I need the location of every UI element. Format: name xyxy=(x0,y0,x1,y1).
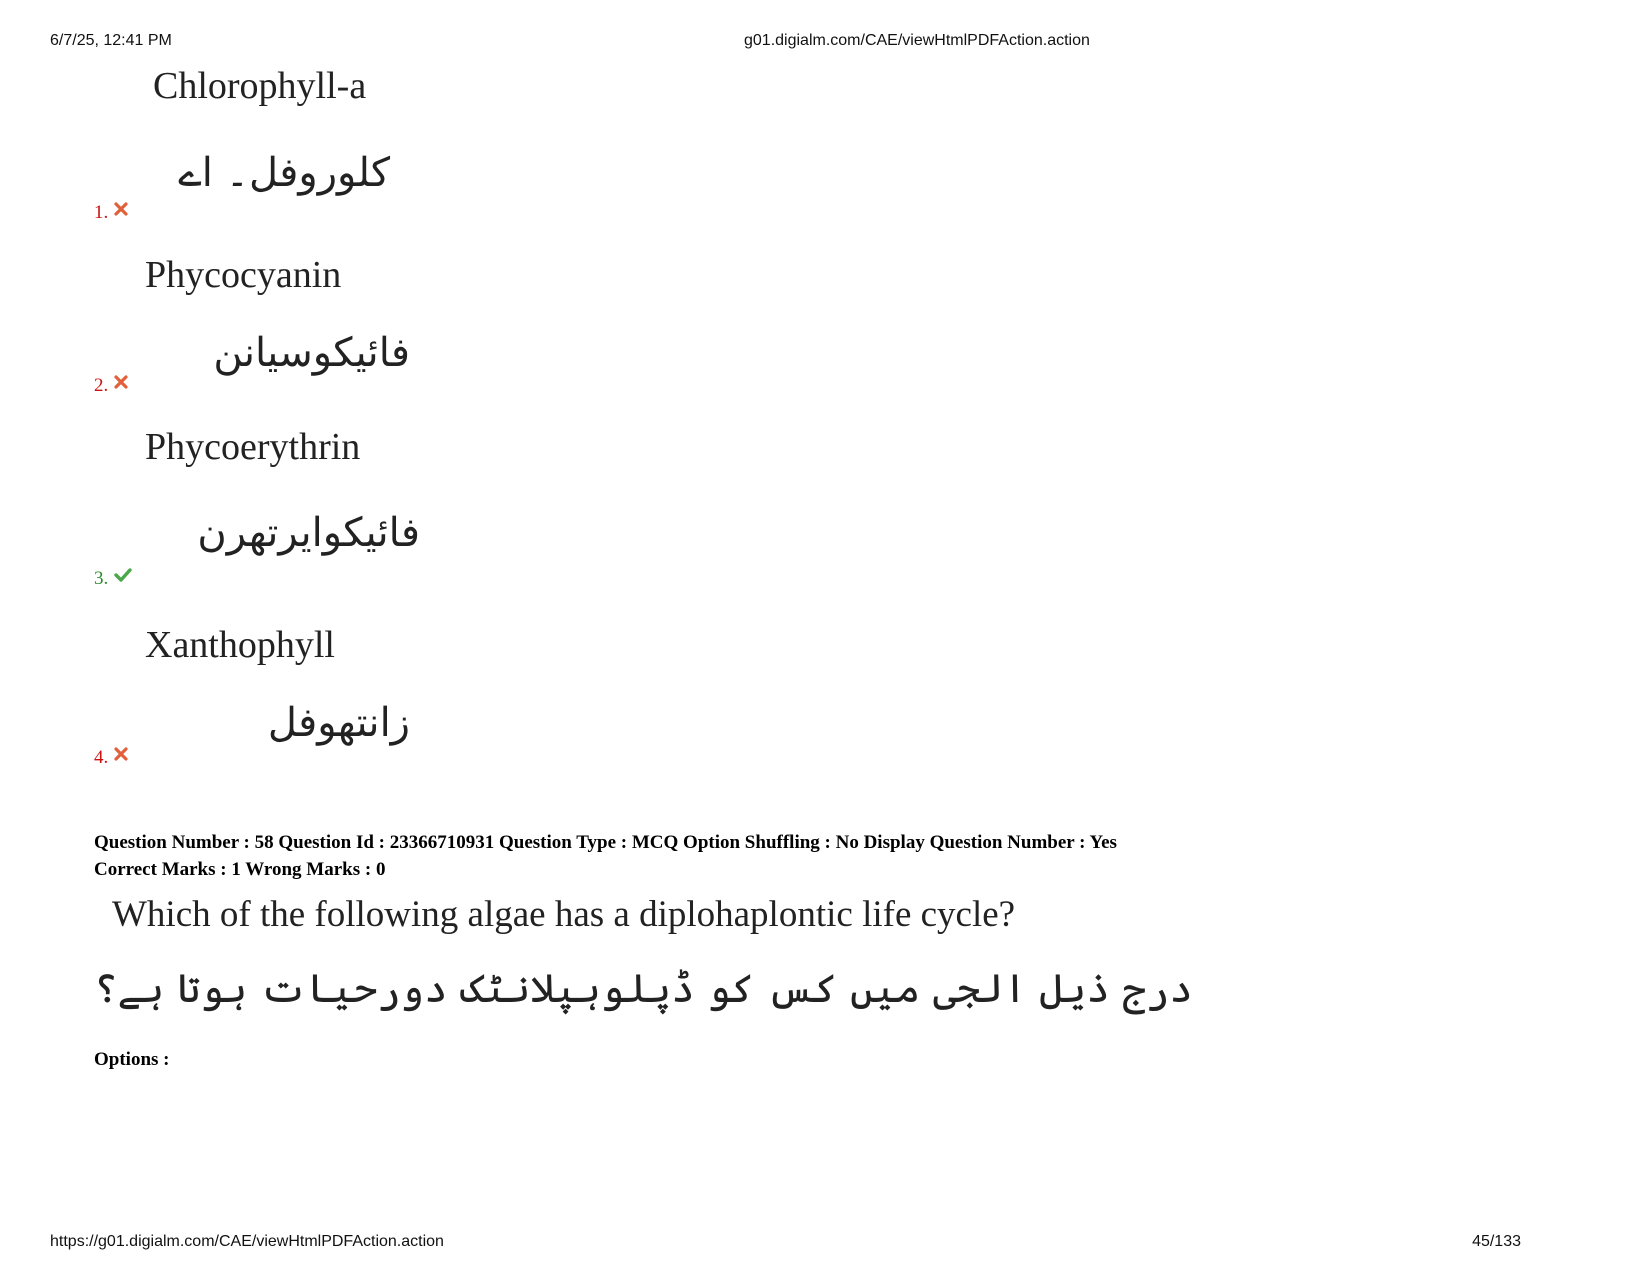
question-meta: Question Number : 58 Question Id : 23366710931 Question Type : MCQ Option Shuffling : No Display Question Number : Yes xyxy=(94,832,1117,853)
option-1-urdu: کلوروفل۔ اے xyxy=(178,150,390,196)
option-4-urdu: زانتھوفل xyxy=(267,700,410,746)
option-4-number-row xyxy=(94,745,128,769)
option-2-urdu: فائیکوسیانن xyxy=(213,330,410,376)
option-2-number-row xyxy=(94,373,128,397)
question-text-english: Which of the following algae has a diplohaplontic life cycle? xyxy=(112,894,1016,935)
cross-icon xyxy=(114,745,128,767)
cross-icon xyxy=(114,200,128,222)
option-3-number-row xyxy=(94,566,132,590)
option-3-number: 3. xyxy=(94,568,109,589)
options-label: Options : xyxy=(94,1049,170,1070)
print-footer-url: https://g01.digialm.com/CAE/viewHtmlPDFAction.action xyxy=(50,1233,444,1250)
option-4-number: 4. xyxy=(94,747,109,768)
option-2-english: Phycocyanin xyxy=(145,254,342,296)
print-datetime: 6/7/25, 12:41 PM xyxy=(50,32,172,49)
option-1-english: Chlorophyll-a xyxy=(153,65,367,107)
option-3-english: Phycoerythrin xyxy=(145,426,361,468)
option-3-urdu: فائیکوایرتھرن xyxy=(197,510,420,556)
option-1-number-row xyxy=(94,200,128,224)
check-icon xyxy=(114,566,132,588)
cross-icon xyxy=(114,373,128,395)
question-text-urdu: درج ذیل الجی میں کس کو ڈپلوہپلانٹک دورحیات ہوتا ہے؟ xyxy=(94,966,1193,1012)
option-2-number: 2. xyxy=(94,375,109,396)
option-1-number: 1. xyxy=(94,202,109,223)
print-header-url: g01.digialm.com/CAE/viewHtmlPDFAction.action xyxy=(744,32,1090,49)
page-number: 45/133 xyxy=(1472,1233,1521,1250)
question-marks: Correct Marks : 1 Wrong Marks : 0 xyxy=(94,859,386,880)
option-4-english: Xanthophyll xyxy=(145,624,335,666)
